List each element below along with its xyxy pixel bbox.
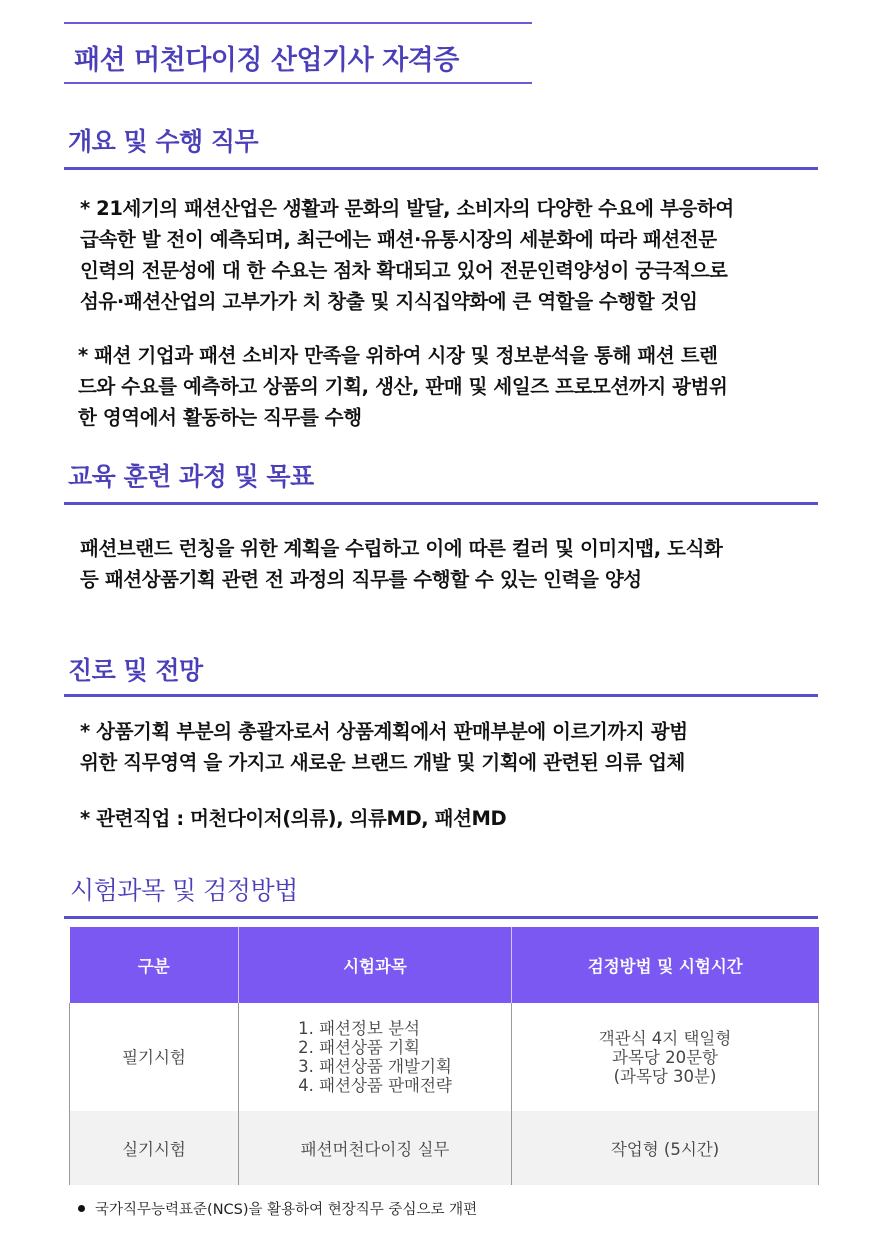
section-divider: [64, 167, 818, 170]
column-header-type: 구분: [70, 927, 239, 1003]
text-line: 급속한 발 전이 예측되며, 최근에는 패션·유통시장의 세분화에 따라 패션전문: [80, 228, 717, 251]
training-paragraph: [80, 533, 722, 595]
document-title: 패션 머천다이징 산업기사 자격증: [74, 45, 459, 76]
subject-item: 4. 패션상품 판매전략: [298, 1076, 452, 1095]
exam-type-cell: 실기시험: [70, 1111, 239, 1185]
text-line: 섬유·패션산업의 고부가가 치 창출 및 지식집약화에 큰 역할을 수행할 것임: [80, 290, 698, 313]
section-divider: [64, 916, 818, 919]
exam-type-cell: 필기시험: [70, 1003, 239, 1111]
exam-method-cell: 작업형 (5시간): [512, 1111, 819, 1185]
text-line: * 상품기획 부분의 총괄자로서 상품계획에서 판매부분에 이르기까지 광범: [80, 720, 688, 743]
table-row: [70, 1111, 819, 1185]
overview-paragraph-2: [78, 340, 727, 433]
exam-table: [69, 927, 819, 1185]
section-heading-exam: 시험과목 및 검정방법: [70, 876, 298, 905]
career-paragraph-1: [80, 716, 688, 778]
column-header-subject: 시험과목: [239, 927, 512, 1003]
text-line: 드와 수요를 예측하고 상품의 기획, 생산, 판매 및 세일즈 프로모션까지 광범위: [78, 375, 728, 398]
section-divider: [64, 694, 818, 697]
subject-item: 2. 패션상품 기획: [298, 1038, 420, 1057]
text-line: * 패션 기업과 패션 소비자 만족을 위하여 시장 및 정보분석을 통해 패션 트렌: [78, 344, 718, 367]
career-paragraph-2: [80, 803, 506, 834]
footnote-text: 국가직무능력표준(NCS)을 활용하여 현장직무 중심으로 개편: [95, 1202, 478, 1218]
bullet-icon: [78, 1205, 85, 1212]
subject-item: 3. 패션상품 개발기획: [298, 1057, 452, 1076]
section-divider: [64, 502, 818, 505]
subject-item: 1. 패션정보 분석: [298, 1019, 420, 1038]
footnote: [78, 1198, 477, 1219]
exam-subjects-cell: [239, 1003, 512, 1111]
section-heading-overview: 개요 및 수행 직무: [68, 127, 259, 156]
method-line: 객관식 4지 택일형: [598, 1028, 732, 1048]
method-line: 과목당 20문항: [612, 1047, 718, 1067]
column-header-method: 검정방법 및 시험시간: [512, 927, 819, 1003]
document-title-box: [64, 22, 532, 84]
text-line: 패션브랜드 런칭을 위한 계획을 수립하고 이에 따른 컬러 및 이미지맵, 도식화: [80, 537, 723, 560]
text-line: 위한 직무영역 을 가지고 새로운 브랜드 개발 및 기획에 관련된 의류 업체: [80, 751, 685, 774]
method-line: (과목당 30분): [613, 1066, 717, 1086]
text-line: 등 패션상품기획 관련 전 과정의 직무를 수행할 수 있는 인력을 양성: [80, 568, 642, 591]
exam-method-cell: [512, 1003, 819, 1111]
table-header-row: [70, 927, 819, 1003]
text-line: 한 영역에서 활동하는 직무를 수행: [78, 406, 362, 429]
text-line: * 관련직업 : 머천다이저(의류), 의류MD, 패션MD: [80, 807, 507, 830]
overview-paragraph-1: [80, 193, 734, 317]
text-line: * 21세기의 패션산업은 생활과 문화의 발달, 소비자의 다양한 수요에 부응하여: [80, 197, 734, 220]
text-line: 인력의 전문성에 대 한 수요는 점차 확대되고 있어 전문인력양성이 궁극적으로: [80, 259, 728, 282]
table-row: [70, 1003, 819, 1111]
section-heading-career: 진로 및 전망: [68, 656, 203, 685]
section-heading-training: 교육 훈련 과정 및 목표: [68, 462, 314, 491]
exam-subjects-cell: 패션머천다이징 실무: [239, 1111, 512, 1185]
